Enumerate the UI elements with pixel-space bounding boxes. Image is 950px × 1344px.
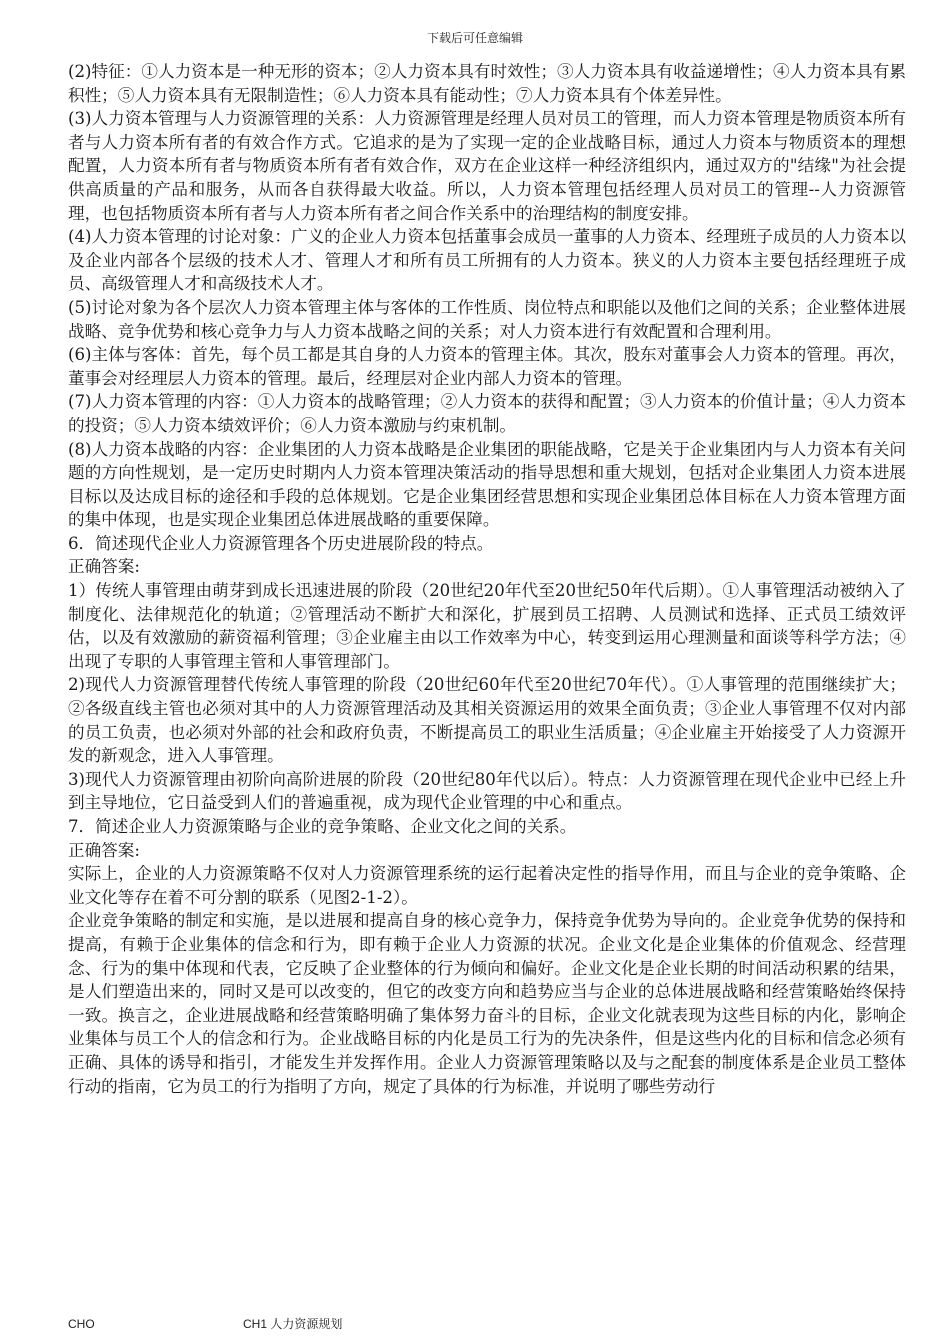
footer-left-text: CHO — [68, 1317, 95, 1331]
answer-7-body: 企业竞争策略的制定和实施，是以进展和提高自身的核心竞争力，保持竞争优势为导向的。企业竞争优势的保持和提高，有赖于企业集体的信念和行为，即有赖于企业人力资源的状况。企业文化是企业集体的价值观念、经营理念、行为的集中体现和代表，它反映了企业整体的行为倾向和偏好。企业文化是企业长期的时间活动积累的结果，是人们塑造出来的，同时又是可以改变的，但它的改变方向和趋势应当与企业的总体进展战略和经营策略始终保持一致。换言之，企业进展战略和经营策略明确了集体努力奋斗的目标，企业文化就表现为这些目标的内化，影响企业集体与员工个人的信念和行为。企业战略目标的内化是员工行为的先决条件，但是这些内化的目标和信念必须有正确、具体的诱导和指引，才能发生并发挥作用。企业人力资源管理策略以及与之配套的制度体系是企业员工整体行动的指南，它为员工的行为指明了方向，规定了具体的行为标准，并说明了哪些劳动行 — [68, 911, 906, 1096]
paragraph-relationship: (3)人力资本管理与人力资源管理的关系：人力资源管理是经理人员对员工的管理，而人力资本管理是物质资本所有者与人力资本所有者的有效合作方式。它追求的是为了实现一定的企业战略目标，通过人力资本与物质资本的理想配置，人力资本所有者与物质资本所有者有效合作，双方在企业这样一种经济组织内，通过双方的"结缘"为社会提供高质量的产品和服务，从而各自获得最大收益。所以，人力资本管理包括经理人员对员工的管理--人力资源管理，也包括物质资本所有者与人力资本所有者之间合作关系中的治理结构的制度安排。 — [68, 109, 906, 223]
paragraph-strategy: (8)人力资本战略的内容：企业集团的人力资本战略是企业集团的职能战略，它是关于企业集团内与人力资本有关问题的方向性规划，是一定历史时期内人力资本管理决策活动的指导思想和重大规划，包括对企业集团人力资本进展目标以及达成目标的途径和手段的总体规划。它是企业集团经营思想和实现企业集团总体目标在人力资本管理方面的集中体现，也是实现企业集团总体进展战略的重要保障。 — [68, 439, 906, 530]
answer-6-stage-1: 1）传统人事管理由萌芽到成长迅速进展的阶段（20世纪20年代至20世纪50年代后期）。①人事管理活动被纳入了制度化、法律规范化的轨道；②管理活动不断扩大和深化，扩展到员工招聘、人员测试和选择、正式员工绩效评估，以及有效激励的薪资福利管理；③企业雇主由以工作效率为中心，转变到运用心理测量和面谈等科学方法；④出现了专职的人事管理主管和人事管理部门。 — [68, 581, 906, 671]
answer-label-6: 正确答案: — [68, 557, 140, 577]
question-6: 6．简述现代企业人力资源管理各个历史进展阶段的特点。 — [68, 533, 494, 553]
paragraph-research-scope: (5)讨论对象为各个层次人力资本管理主体与客体的工作性质、岗位特点和职能以及他们之间的关系；企业整体进展战略、竞争优势和核心竞争力与人力资本战略之间的关系；对人力资本进行有效配置和合理利用。 — [68, 297, 906, 341]
answer-7-intro: 实际上，企业的人力资源策略不仅对人力资源管理系统的运行起着决定性的指导作用，而且与企业的竞争策略、企业文化等存在着不可分割的联系（见图2-1-2）。 — [68, 864, 906, 907]
page-header — [0, 31, 950, 45]
answer-6-stage-2: 2)现代人力资源管理替代传统人事管理的阶段（20世纪60年代至20世纪70年代）。①人事管理的范围继续扩大；②各级直线主管也必须对其中的人力资源管理活动及其相关资源运用的效果全面负责；③企业人事管理不仅对内部的员工负责，也必须对外部的社会和政府负责，不断提高员工的职业生活质量；④企业雇主开始接受了人力资源开发的新观念，进入人事管理。 — [68, 675, 906, 766]
header-text: 下载后可任意编辑 — [426, 31, 523, 45]
document-body — [68, 60, 906, 1098]
paragraph-content: (7)人力资本管理的内容：①人力资本的战略管理；②人力资本的获得和配置；③人力资本的价值计量；④人力资本的投资；⑤人力资本绩效评价；⑥人力资本激励与约束机制。 — [68, 392, 906, 435]
paragraph-features: (2)特征：①人力资本是一种无形的资本；②人力资本具有时效性；③人力资本具有收益递增性；④人力资本具有累积性；⑤人力资本具有无限制造性；⑥人力资本具有能动性；⑦人力资本具有个体差异性。 — [68, 62, 906, 105]
question-7: 7．简述企业人力资源策略与企业的竞争策略、企业文化之间的关系。 — [68, 817, 577, 836]
paragraph-research-object: (4)人力资本管理的讨论对象：广义的企业人力资本包括董事会成员一董事的人力资本、经理班子成员的人力资本以及企业内部各个层级的技术人才、管理人才和所有员工所拥有的人力资本。狭义的人力资本主要包括经理班子成员、高级管理人才和高级技术人才。 — [68, 227, 906, 294]
answer-label-7: 正确答案: — [68, 840, 140, 860]
footer-right-text: CH1 人力资源规划 — [243, 1317, 343, 1331]
answer-6-stage-3: 3)现代人力资源管理由初阶向高阶进展的阶段（20世纪80年代以后）。特点：人力资源管理在现代企业中已经上升到主导地位，它日益受到人们的普遍重视，成为现代企业管理的中心和重点。 — [68, 769, 906, 813]
paragraph-subject-object: (6)主体与客体：首先，每个员工都是其自身的人力资本的管理主体。其次，股东对董事会人力资本的管理。再次，董事会对经理层人力资本的管理。最后，经理层对企业内部人力资本的管理。 — [68, 345, 906, 388]
